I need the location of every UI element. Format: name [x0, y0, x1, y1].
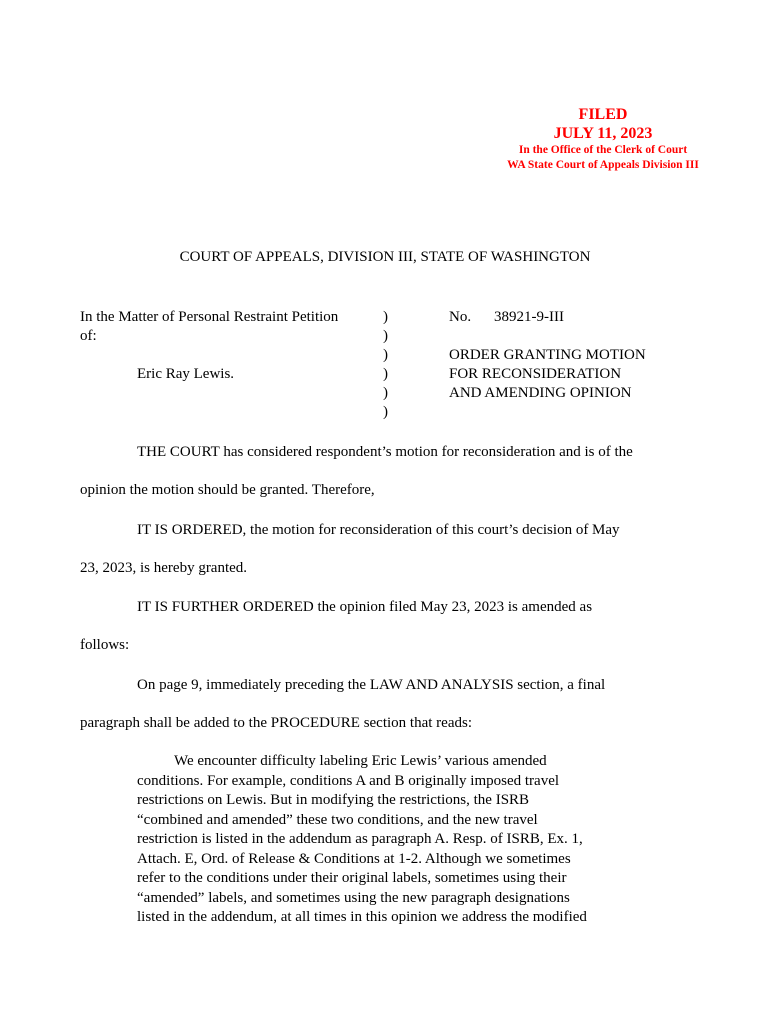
quote-line: Attach. E, Ord. of Release & Conditions at 1-2. Although we sometimes: [137, 850, 571, 867]
quote-line: “combined and amended” these two conditions, and the new travel: [137, 811, 538, 828]
quote-line: restrictions on Lewis. But in modifying the restrictions, the ISRB: [137, 792, 530, 808]
paren: ): [383, 309, 388, 325]
order-title-line: AND AMENDING OPINION: [449, 385, 632, 401]
matter-line-1: In the Matter of Personal Restraint Petition: [80, 309, 339, 325]
paragraph-line: THE COURT has considered respondent’s motion for reconsideration and is of the: [137, 444, 633, 460]
paragraph-line: opinion the motion should be granted. Therefore,: [80, 482, 375, 498]
filed-stamp: [470, 105, 736, 173]
order-title: [449, 346, 739, 403]
quote-line: We encounter difficulty labeling Eric Lewis’ various amended: [174, 753, 547, 769]
paragraph-4: [80, 676, 686, 733]
order-title-line: ORDER GRANTING MOTION: [449, 347, 646, 363]
case-caption-left: [80, 308, 380, 384]
caption-parentheses: [383, 308, 388, 422]
case-caption-right: [449, 308, 739, 403]
docket-label: No.: [449, 309, 472, 325]
order-title-line: FOR RECONSIDERATION: [449, 366, 622, 382]
quote-line: listed in the addendum, at all times in this opinion we address the modified: [137, 909, 587, 925]
paren: ): [383, 366, 388, 382]
paragraph-line: follows:: [80, 637, 130, 653]
party-name: Eric Ray Lewis.: [137, 366, 235, 382]
quote-line: refer to the conditions under their original labels, sometimes using their: [137, 870, 567, 886]
stamp-date: JULY 11, 2023: [553, 125, 653, 142]
paragraph-line: IT IS ORDERED, the motion for reconsideration of this court’s decision of May: [137, 522, 620, 538]
matter-line-2: of:: [80, 328, 97, 344]
paren: ): [383, 328, 388, 344]
docket-value: 38921-9-III: [494, 309, 564, 325]
paren: ): [383, 385, 388, 401]
paragraph-2: [80, 521, 686, 578]
paragraph-3: [80, 598, 686, 655]
stamp-filed: FILED: [578, 106, 628, 123]
court-title: COURT OF APPEALS, DIVISION III, STATE OF WASHINGTON: [179, 249, 591, 265]
block-quote: [137, 752, 657, 928]
paragraph-line: 23, 2023, is hereby granted.: [80, 560, 248, 576]
stamp-court: WA State Court of Appeals Division III: [507, 159, 699, 171]
stamp-office: In the Office of the Clerk of Court: [518, 144, 688, 156]
docket-number: [449, 308, 739, 327]
paragraph-1: [80, 443, 686, 500]
paren: ): [383, 404, 388, 420]
paragraph-line: paragraph shall be added to the PROCEDURE section that reads:: [80, 715, 472, 731]
quote-line: conditions. For example, conditions A and B originally imposed travel: [137, 772, 560, 789]
paren: ): [383, 347, 388, 363]
paragraph-line: IT IS FURTHER ORDERED the opinion filed May 23, 2023 is amended as: [137, 599, 593, 615]
paragraph-line: On page 9, immediately preceding the LAW AND ANALYSIS section, a final: [137, 677, 606, 693]
quote-line: restriction is listed in the addendum as paragraph A. Resp. of ISRB, Ex. 1,: [137, 831, 583, 847]
quote-line: “amended” labels, and sometimes using the new paragraph designations: [137, 889, 570, 906]
